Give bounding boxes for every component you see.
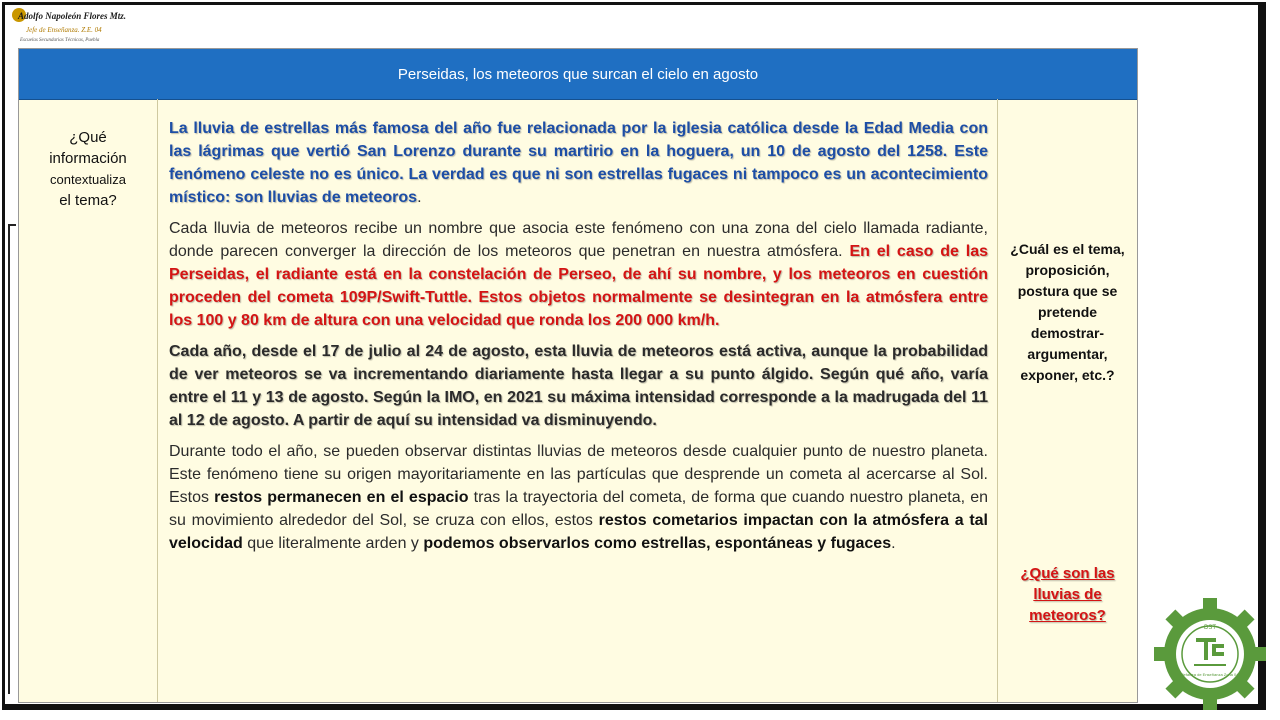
table-header [19, 49, 1137, 100]
paragraph-2-highlight: En el caso de las Perseidas, el radiante está en la constelación de Perseo, de ahí su nombre, y los meteoros en cuestión proceden del cometa 109P/Swift-Tuttle. Estos objetos normalmente se desintegran en la atmósfera entre los 100 y 80 km de altura con una velocidad que ronda los 200 000 km/h. [169, 243, 988, 329]
right-question-topic: ¿Qué son las lluvias de meteoros? [1020, 565, 1115, 624]
author-name: Adolfo Napoleón Flores Mtz. [18, 11, 127, 21]
paragraph-4 [169, 440, 988, 555]
left-question-cell [19, 99, 158, 702]
author-logo [12, 8, 127, 48]
paragraph-4-e: que literalmente arden y [242, 535, 424, 552]
left-question-line1: ¿Qué [69, 129, 107, 146]
paragraph-4-f: podemos observarlos como estrellas, espontáneas y fugaces [423, 535, 892, 552]
paragraph-4-d: restos cometarios impactan con la atmósfera a tal velocidad [169, 512, 989, 552]
page-title: Perseidas, los meteoros que surcan el cielo en agosto [397, 65, 759, 83]
paragraph-4-g: . [891, 535, 896, 552]
left-question-line2: información [49, 150, 127, 167]
left-accent-line-short [8, 224, 16, 226]
paragraph-1-text: La lluvia de estrellas más famosa del año fue relacionada por la iglesia católica desde la Edad Media con las lágrimas que vertió San Lorenzo durante su martirio en la hoguera, un 10 de agosto del 1258. Este fenómeno celeste no es único. La verdad es que ni son estrellas fugaces ni tampoco es un acontecimiento místico: son lluvias de meteoros [169, 120, 988, 206]
paragraph-1 [169, 117, 988, 209]
left-question-line3: contextualiza [50, 172, 126, 187]
paragraph-4-a: Durante todo el año, se pueden observar distintas lluvias de meteoros desde cualquier punto de nuestro planeta. Este fenómeno tiene su origen mayoritariamente en las partículas que desprende un cometa al acercarse al Sol. Estos [169, 443, 988, 506]
right-question-theme: ¿Cuál es el tema, proposición, postura que se pretende demostrar-argumentar, exponer, etc.? [1010, 241, 1125, 383]
paragraph-2 [169, 217, 988, 332]
right-question-cell [998, 99, 1137, 702]
content-table [18, 48, 1138, 703]
gear-logo-top-text: DST [1204, 625, 1216, 631]
paragraph-2-plain: Cada lluvia de meteoros recibe un nombre que asocia este fenómeno con una zona del cielo llamada radiante, donde parecen converger la dirección de los meteoros que penetran en nuestra atmósfera. [169, 220, 988, 260]
left-accent-line [8, 224, 10, 694]
author-role: Jefe de Enseñanza. Z.E. 04 [26, 26, 102, 34]
main-text-cell [158, 99, 998, 702]
author-school: Escuelas Secundarias Técnicas, Puebla [20, 38, 100, 43]
paragraph-4-b: restos permanecen en el espacio [214, 489, 469, 506]
left-question-line4: el tema? [59, 192, 117, 209]
school-gear-logo [1150, 594, 1270, 714]
paragraph-1-end: . [417, 189, 422, 206]
paragraph-4-c: tras la trayectoria del cometa, de forma que cuando nuestro planeta, en su movimiento alrededor del Sol, se cruza con ellos, estos [169, 489, 989, 529]
gear-logo-bottom-text: Jefatura de Enseñanza Zona 04 [1181, 672, 1239, 677]
paragraph-3: Cada año, desde el 17 de julio al 24 de agosto, esta lluvia de meteoros está activa, aunque la probabilidad de ver meteoros se va incrementando diariamente hasta llegar a su punto álgido. Según qué año, varía entre el 11 y 13 de agosto. Según la IMO, en 2021 su máxima intensidad corresponde a la madrugada del 11 al 12 de agosto. A partir de aquí su intensidad va disminuyendo. [169, 343, 988, 429]
